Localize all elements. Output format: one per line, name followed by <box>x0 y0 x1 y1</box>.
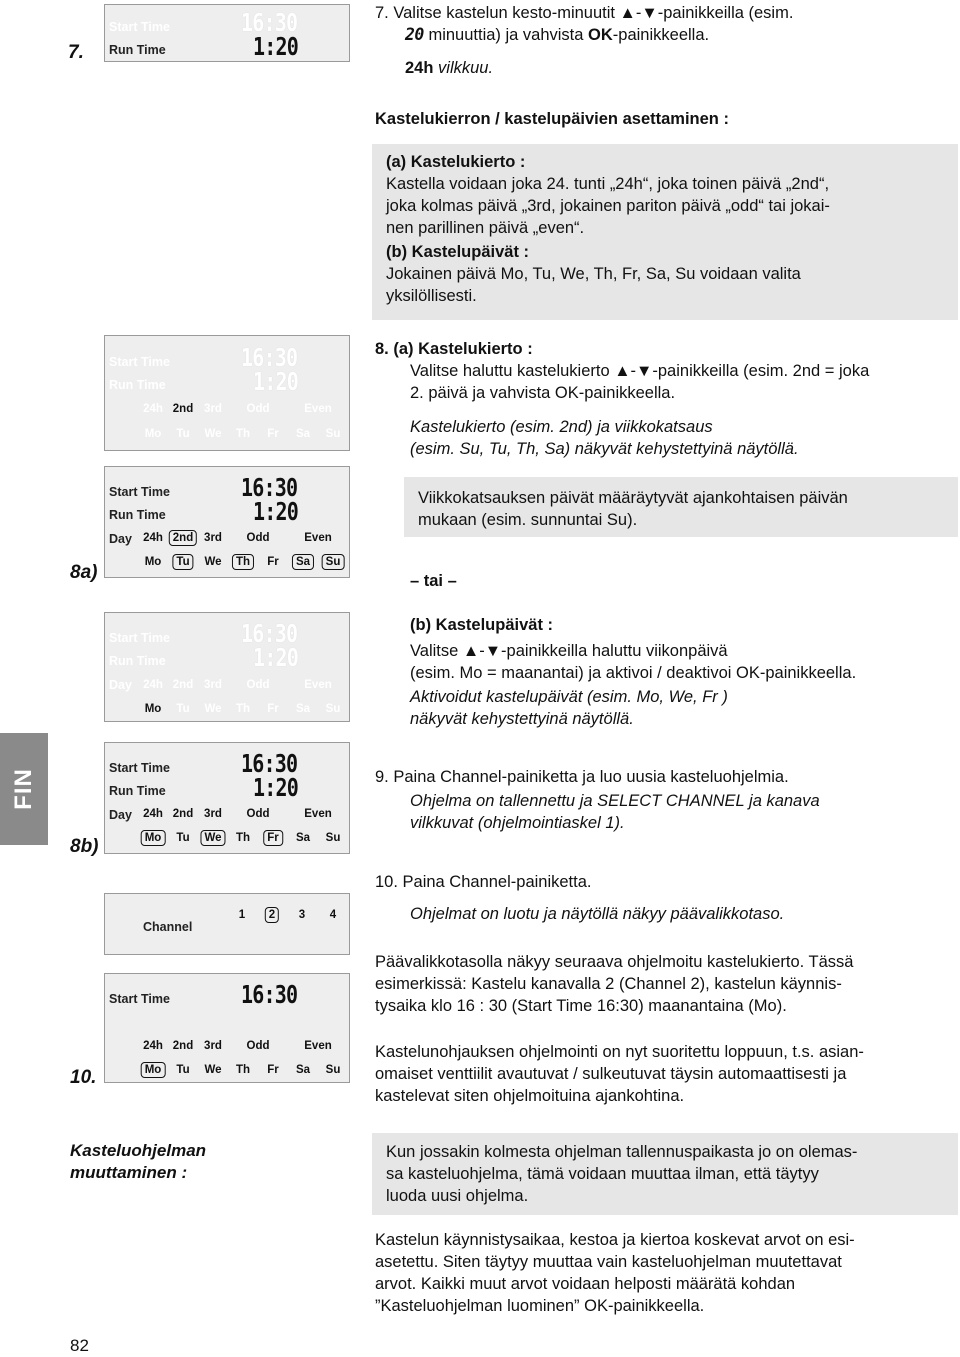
lcd-display-channel <box>104 893 350 955</box>
lcd-cycle-even: Even <box>304 532 332 544</box>
lcd-start-time-value: 16:30 <box>241 980 298 1009</box>
lcd-day-mo: Mo <box>141 1062 166 1078</box>
step8-line1: Valitse haluttu kastelukierto ▲-▼-painikkeilla (esim. 2nd = joka <box>410 362 870 380</box>
lcd-start-time-value: 16:30 <box>241 343 298 372</box>
lcd-run-time-label: Run Time <box>109 784 166 798</box>
step8-title: 8. (a) Kastelukierto : <box>375 340 533 358</box>
lcd-cycle-even: Even <box>304 808 332 820</box>
lcd-day-th: Th <box>232 554 254 570</box>
mod-box-line1: Kun jossakin kolmesta ohjelman tallennuspaikasta jo on olemas- <box>386 1143 858 1161</box>
step7-24h: 24h <box>405 59 434 77</box>
lcd-day-su: Su <box>325 1064 341 1076</box>
lcd-start-time-label: Start Time <box>109 992 170 1006</box>
lcd-day-sa: Sa <box>295 1064 311 1076</box>
lcd-cycle-3rd: 3rd <box>204 808 222 820</box>
lcd-day-th: Th <box>235 1064 251 1076</box>
lcd-cycle-odd: Odd <box>246 532 270 544</box>
side-heading-line1: Kasteluohjelman <box>70 1141 207 1160</box>
lcd-start-time-label: Start Time <box>109 631 170 645</box>
lcd-cycle-odd: Odd <box>246 808 270 820</box>
done-line3: kastelevat siten ohjelmoituina ajankohtina. <box>375 1087 685 1105</box>
step7-line3 <box>375 57 793 79</box>
step9-line2: Ohjelma on tallennettu ja SELECT CHANNEL ja kanava <box>410 792 820 810</box>
lcd-run-time-value: 1:20 <box>253 643 298 672</box>
lcd-cycle-2nd: 2nd <box>172 1040 194 1052</box>
lcd-run-time-label: Run Time <box>109 508 166 522</box>
lcd-start-time-value: 16:30 <box>241 749 298 778</box>
step8b-line2: (esim. Mo = maanantai) ja aktivoi / deaktivoi OK-painikkeella. <box>410 664 857 682</box>
step7-seg-value: 20 <box>405 25 424 44</box>
lcd-day-mo: Mo <box>144 703 162 715</box>
step9-text <box>375 766 820 834</box>
step10-line2: Ohjelmat on luotu ja näytöllä näkyy päävalikkotaso. <box>410 905 785 923</box>
lcd-display-step8b-b <box>104 742 350 854</box>
lcd-day-su: Su <box>325 428 341 440</box>
lcd-run-time-value: 1:20 <box>253 497 298 526</box>
mod-box-line3: luoda uusi ohjelma. <box>386 1187 529 1205</box>
lcd-day-sa: Sa <box>295 428 311 440</box>
step8-line3: Kastelukierto (esim. 2nd) ja viikkokatsaus <box>410 418 713 436</box>
lcd-run-time-value: 1:20 <box>253 367 298 396</box>
info-box-cycles-text <box>386 151 830 307</box>
info-box-modify-text <box>386 1141 857 1207</box>
lcd-cycle-odd: Odd <box>246 403 270 415</box>
info-box-week-text <box>418 487 848 531</box>
lcd-display-step8-b <box>104 466 350 578</box>
lcd-day-fr: Fr <box>263 830 283 846</box>
step8-line2: 2. päivä ja vahvista OK-painikkeella. <box>410 384 676 402</box>
lcd-channel-3: 3 <box>298 909 306 921</box>
lcd-day-tu: Tu <box>176 428 190 440</box>
step-label-7: 7. <box>68 42 84 63</box>
box-a-line2: joka kolmas päivä „3rd, jokainen pariton päivä „odd“ tai jokai- <box>386 197 830 215</box>
step8-text <box>375 338 869 460</box>
lcd-day-sa: Sa <box>295 832 311 844</box>
side-heading-modify <box>70 1140 206 1184</box>
lcd-cycle-24h: 24h <box>143 403 163 415</box>
lcd-channel-4: 4 <box>329 909 337 921</box>
lcd-cycle-2nd: 2nd <box>172 679 194 691</box>
step8b-line3: Aktivoidut kastelupäivät (esim. Mo, We, Fr ) <box>410 688 728 706</box>
lcd-day-mo: Mo <box>141 830 166 846</box>
lcd-day-tu: Tu <box>176 832 190 844</box>
step-label-10: 10. <box>70 1067 97 1088</box>
lcd-start-time-value: 16:30 <box>241 473 298 502</box>
lcd-display-step8b-a <box>104 612 350 722</box>
lcd-run-time-label: Run Time <box>109 654 166 668</box>
step8-line4: (esim. Su, Tu, Th, Sa) näkyvät kehystettyinä näytöllä. <box>410 440 799 458</box>
step8b-line4: näkyvät kehystettyinä näytöllä. <box>410 710 634 728</box>
lcd-cycle-2nd: 2nd <box>172 403 194 415</box>
last-line2: asetettu. Siten täytyy muuttaa vain kasteluohjelman muutettavat <box>375 1253 842 1271</box>
lcd-day-fr: Fr <box>267 556 279 568</box>
lcd-day-mo: Mo <box>144 556 162 568</box>
mod-box-line2: sa kasteluohjelma, tämä voidaan muuttaa ilman, että täytyy <box>386 1165 819 1183</box>
box-a-line1: Kastella voidaan joka 24. tunti „24h“, joka toinen päivä „2nd“, <box>386 175 830 193</box>
step-label-8b: 8b) <box>70 836 99 857</box>
lcd-cycle-odd: Odd <box>246 679 270 691</box>
lcd-day-label: Day <box>109 532 132 546</box>
main-line1: Päävalikkotasolla näkyy seuraava ohjelmoitu kastelukierto. Tässä <box>375 953 854 971</box>
lcd-cycle-odd: Odd <box>246 1040 270 1052</box>
lcd-cycle-2nd: 2nd <box>172 808 194 820</box>
main-line3: tysaika klo 16 : 30 (Start Time 16:30) maanantaina (Mo). <box>375 997 787 1015</box>
step7-ok: OK <box>588 26 613 44</box>
step8b-title: (b) Kastelupäivät : <box>410 616 554 634</box>
lcd-channel-2: 2 <box>265 907 279 923</box>
box-a-title: (a) Kastelukierto : <box>386 153 526 171</box>
step7-line2 <box>375 24 793 46</box>
step7-line1: 7. Valitse kastelun kesto-minuutit ▲-▼-painikkeilla (esim. <box>375 4 794 22</box>
box-b-line2: yksilöllisesti. <box>386 287 477 305</box>
step7-line2-end: -painikkeella. <box>612 26 710 44</box>
lcd-day-we: We <box>204 1064 222 1076</box>
step8b-line1: Valitse ▲-▼-painikkeilla haluttu viikonpäivä <box>410 642 728 660</box>
lcd-display-step8-a <box>104 335 350 451</box>
lcd-day-th: Th <box>235 428 251 440</box>
lcd-day-mo: Mo <box>144 428 162 440</box>
side-heading-line2: muuttaminen : <box>70 1163 188 1182</box>
lcd-day-we: We <box>204 428 222 440</box>
step8b-text <box>410 614 856 730</box>
lcd-run-time-value: 1:20 <box>253 32 298 61</box>
lcd-day-su: Su <box>322 554 345 570</box>
lcd-day-fr: Fr <box>267 703 279 715</box>
done-line2: omaiset venttiilit avautuvat / sulkeutuvat täysin automaattisesti ja <box>375 1065 847 1083</box>
lcd-day-th: Th <box>235 703 251 715</box>
lcd-day-we: We <box>204 556 222 568</box>
box-b-line1: Jokainen päivä Mo, Tu, We, Th, Fr, Sa, Su voidaan valita <box>386 265 801 283</box>
step9-line1: 9. Paina Channel-painiketta ja luo uusia kasteluohjelmia. <box>375 768 789 786</box>
language-tab-label: FIN <box>10 768 37 810</box>
step10-text <box>375 871 784 925</box>
lcd-day-we: We <box>204 703 222 715</box>
lcd-day-tu: Tu <box>172 554 193 570</box>
step-label-8a: 8a) <box>70 562 98 583</box>
lcd-cycle-3rd: 3rd <box>204 679 222 691</box>
lcd-start-time-label: Start Time <box>109 761 170 775</box>
week-box-line1: Viikkokatsauksen päivät määräytyvät ajankohtaisen päivän <box>418 489 848 507</box>
modify-text <box>375 1229 855 1317</box>
lcd-display-main-menu <box>104 973 350 1083</box>
lcd-run-time-label: Run Time <box>109 378 166 392</box>
main-line2: esimerkissä: Kastelu kanavalla 2 (Channel 2), kastelun käynnis- <box>375 975 842 993</box>
lcd-start-time-label: Start Time <box>109 485 170 499</box>
section-heading: Kastelukierron / kastelupäivien asettaminen : <box>375 110 729 128</box>
last-line4: ”Kasteluohjelman luominen” OK-painikkeella. <box>375 1297 705 1315</box>
lcd-channel-1: 1 <box>238 909 246 921</box>
box-b-title: (b) Kastelupäivät : <box>386 243 530 261</box>
done-line1: Kastelunohjauksen ohjelmointi on nyt suoritettu loppuun, t.s. asian- <box>375 1043 864 1061</box>
lcd-cycle-24h: 24h <box>143 1040 163 1052</box>
lcd-run-time-label: Run Time <box>109 43 166 57</box>
lcd-cycle-24h: 24h <box>143 679 163 691</box>
step7-text <box>375 2 793 79</box>
or-separator: – tai – <box>410 572 457 590</box>
lcd-day-su: Su <box>325 832 341 844</box>
lcd-day-fr: Fr <box>267 428 279 440</box>
page-number: 82 <box>70 1336 89 1355</box>
week-box-line2: mukaan (esim. sunnuntai Su). <box>418 511 638 529</box>
step7-blink: vilkkuu. <box>433 59 494 77</box>
lcd-day-label: Day <box>109 678 132 692</box>
lcd-start-time-value: 16:30 <box>241 8 298 37</box>
lcd-cycle-3rd: 3rd <box>204 532 222 544</box>
lcd-day-su: Su <box>325 703 341 715</box>
lcd-start-time-value: 16:30 <box>241 619 298 648</box>
lcd-cycle-even: Even <box>304 679 332 691</box>
lcd-run-time-value: 1:20 <box>253 773 298 802</box>
box-a-line3: nen parillinen päivä „even“. <box>386 219 585 237</box>
language-tab <box>0 733 48 845</box>
lcd-day-tu: Tu <box>176 1064 190 1076</box>
lcd-channel-label: Channel <box>143 920 193 934</box>
lcd-cycle-3rd: 3rd <box>204 1040 222 1052</box>
lcd-cycle-24h: 24h <box>143 808 163 820</box>
lcd-day-sa: Sa <box>295 703 311 715</box>
step7-line2-text: minuuttia) ja vahvista <box>423 26 589 44</box>
lcd-cycle-even: Even <box>304 1040 332 1052</box>
lcd-start-time-label: Start Time <box>109 355 170 369</box>
lcd-day-fr: Fr <box>267 1064 279 1076</box>
main-menu-text <box>375 951 853 1017</box>
lcd-day-we: We <box>200 830 225 846</box>
lcd-cycle-24h: 24h <box>143 532 163 544</box>
lcd-cycle-2nd: 2nd <box>169 530 197 546</box>
lcd-day-label: Day <box>109 808 132 822</box>
lcd-day-th: Th <box>235 832 251 844</box>
lcd-cycle-even: Even <box>304 403 332 415</box>
step10-line1: 10. Paina Channel-painiketta. <box>375 873 592 891</box>
completion-text <box>375 1041 864 1107</box>
lcd-display-step7 <box>104 4 350 62</box>
lcd-day-sa: Sa <box>292 554 314 570</box>
lcd-cycle-3rd: 3rd <box>204 403 222 415</box>
lcd-start-time-label: Start Time <box>109 20 170 34</box>
step9-line3: vilkkuvat (ohjelmointiaskel 1). <box>410 814 625 832</box>
last-line3: arvot. Kaikki muut arvot voidaan helposti määrätä kohdan <box>375 1275 796 1293</box>
lcd-day-tu: Tu <box>176 703 190 715</box>
last-line1: Kastelun käynnistysaikaa, kestoa ja kiertoa koskevat arvot on esi- <box>375 1231 855 1249</box>
